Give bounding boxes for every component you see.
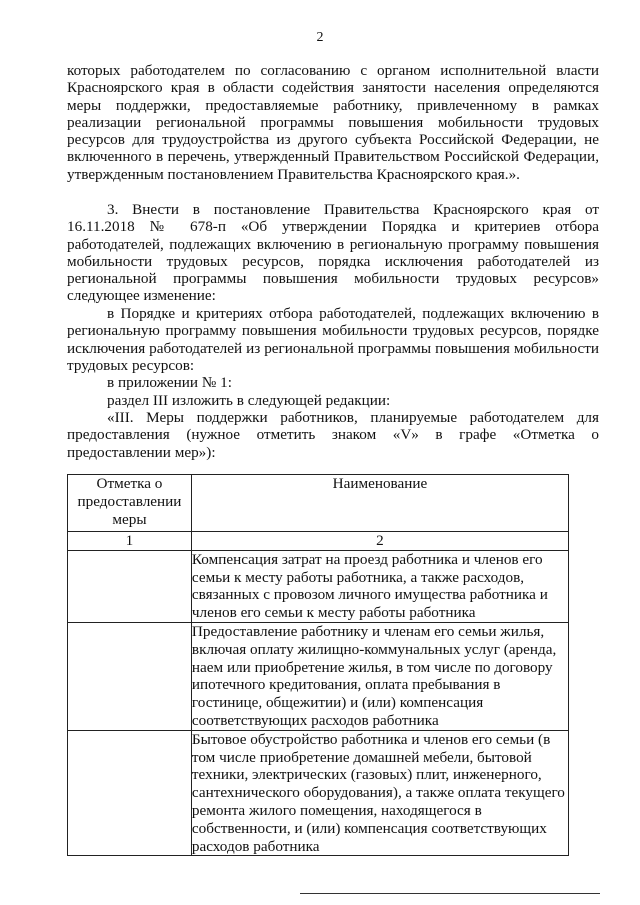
paragraph-section-ref: раздел III изложить в следующей редакции: — [107, 392, 391, 409]
header-mark: Отметка о предоставлении меры — [68, 475, 192, 532]
column-number-2: 2 — [191, 532, 568, 551]
header-name: Наименование — [191, 475, 568, 532]
table-row — [68, 730, 569, 856]
measure-name-cell: Бытовое обустройство работника и членов его семьи (в том числе приобретение домашней мебели, бытовой техники, электрических (газовых) плит, инженерного, сантехнического оборудования), а также оплата текущего ремонта жилого помещения, находящегося в собственности, и (или) компенсация соответствующих расходов работника — [191, 730, 568, 856]
table-header-row — [68, 475, 569, 532]
table-row — [68, 622, 569, 730]
mark-cell — [68, 622, 192, 730]
paragraph-amendment-scope: в Порядке и критериях отбора работодателей, подлежащих включению в региональную программу повышения мобильности трудовых ресурсов, порядке исключения работодателей из региональной программы повышения мобильности трудовых ресурсов: — [67, 305, 599, 374]
mark-cell — [68, 550, 192, 622]
measure-name-cell: Предоставление работнику и членам его семьи жилья, включая оплату жилищно-коммунальных услуг (аренда, наем или приобретение жилья, в том числе по договору ипотечного кредитования, оплата пребывания в гостинице, общежитии) и (или) компенсация соответствующих расходов работника — [191, 622, 568, 730]
support-measures-table — [67, 474, 569, 856]
mark-cell — [68, 730, 192, 856]
table-row — [68, 550, 569, 622]
table-number-row — [68, 532, 569, 551]
paragraph-continuation: которых работодателем по согласованию с органом исполнительной власти Красноярского края в области содействия занятости населения определяются меры поддержки, предоставляемые работнику, привлеченному в рамках реализации региональной программы повышения мобильности трудовых ресурсов для трудоустройства из другого субъекта Российской Федерации, не включенного в перечень, утвержденный Правительством Российской Федерации, утвержденным постановлением Правительства Красноярского края.». — [67, 62, 599, 183]
column-number-1: 1 — [68, 532, 192, 551]
paragraph-section-title: «III. Меры поддержки работников, планируемые работодателем для предоставления (нужное отметить знаком «V» в графе «Отметка о предоставлении мер»): — [67, 409, 599, 461]
bottom-rule — [300, 893, 600, 894]
page-number: 2 — [316, 30, 324, 45]
measure-name-cell: Компенсация затрат на проезд работника и членов его семьи к месту работы работника, а также расходов, связанных с провозом личного имущества работника и членов его семьи к месту работы работника — [191, 550, 568, 622]
paragraph-item-3: 3. Внести в постановление Правительства Красноярского края от 16.11.2018 № 678-п «Об утверждении Порядка и критериев отбора работодателей, подлежащих включению в региональную программу повышения мобильности трудовых ресурсов, порядка исключения работодателей из региональной программы повышения мобильности трудовых ресурсов» следующее изменение: — [67, 201, 599, 305]
paragraph-appendix-ref: в приложении № 1: — [107, 374, 232, 391]
